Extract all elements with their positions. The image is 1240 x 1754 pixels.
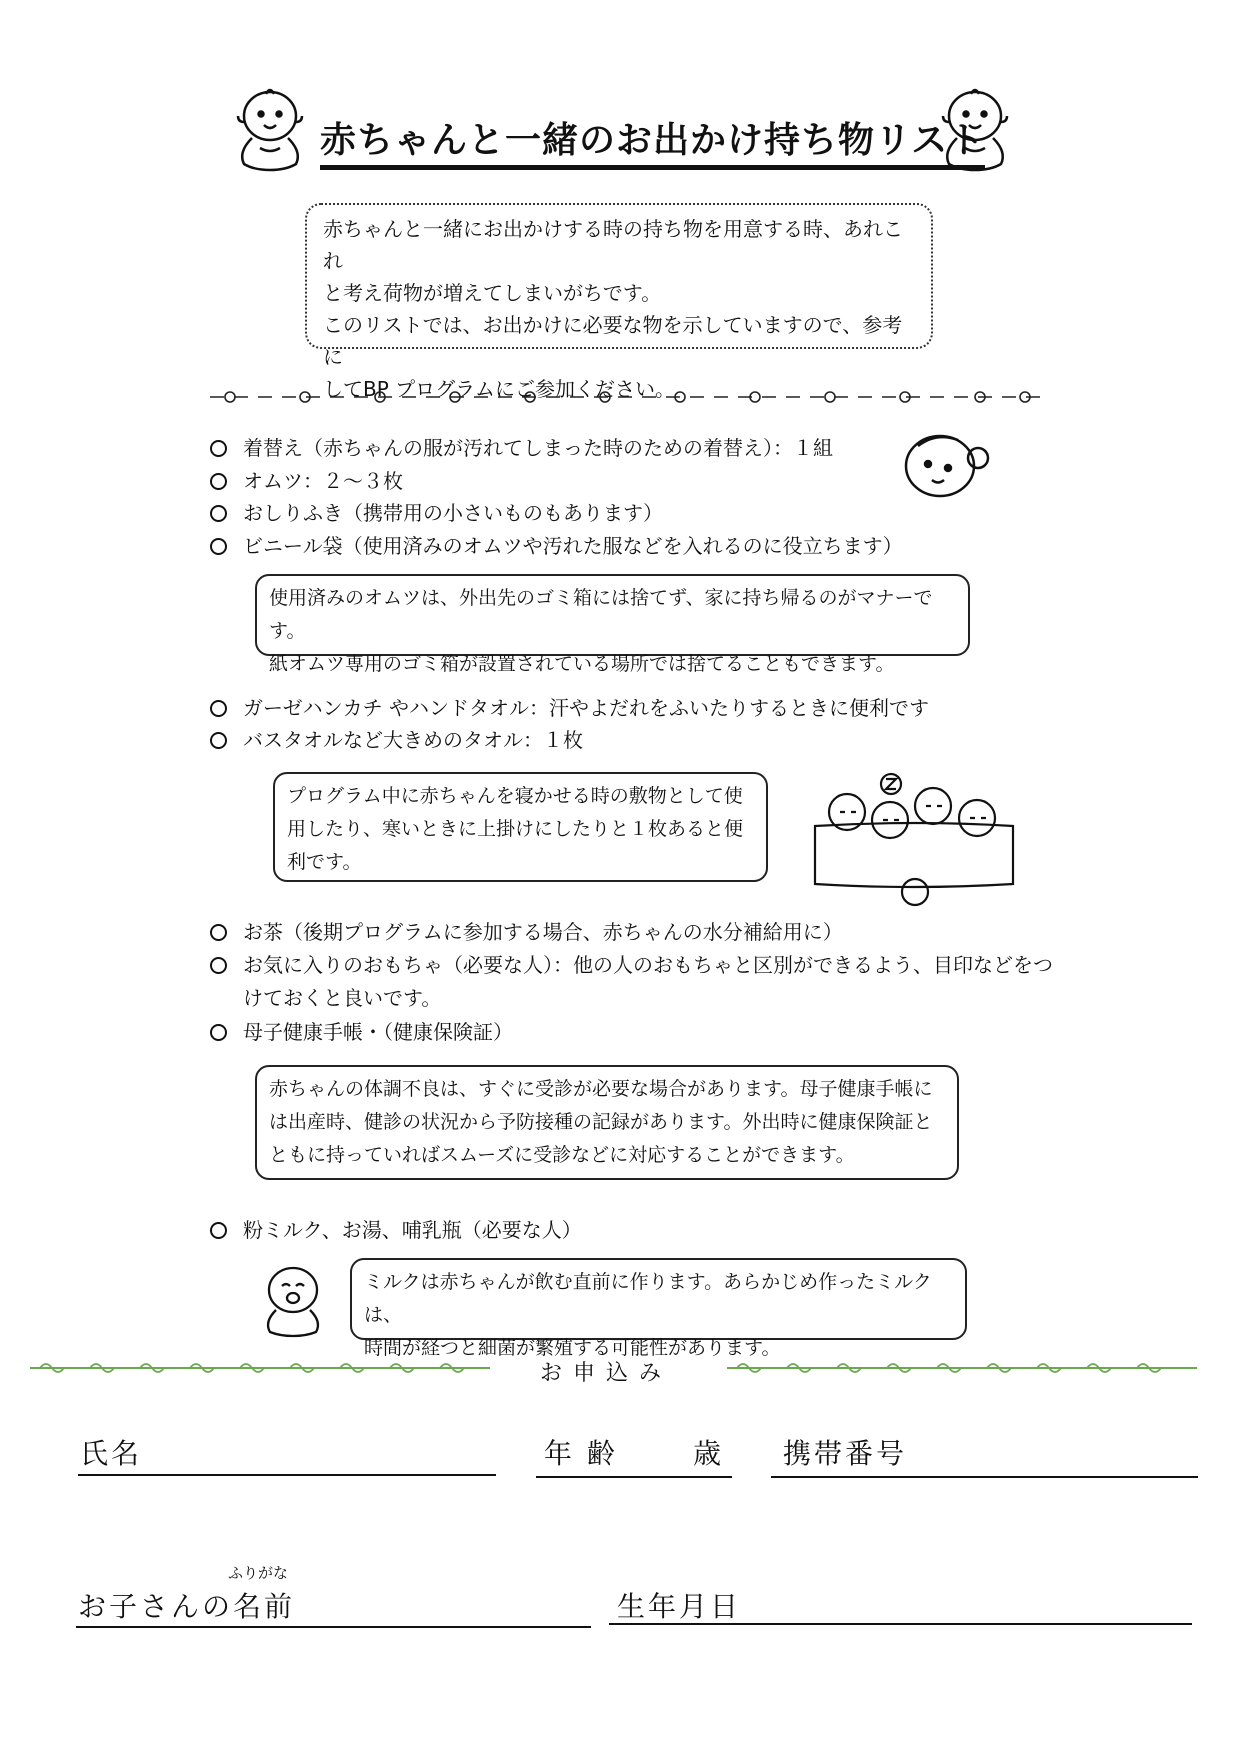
note-box-diaper	[255, 574, 970, 675]
baby-sitting-icon	[230, 84, 310, 174]
list-item-text: ビニール袋（使用済みのオムツや汚れた服などを入れるのに役立ちます）	[243, 534, 903, 558]
circle-bullet-icon	[210, 1024, 227, 1041]
list-item	[210, 465, 403, 497]
circle-bullet-icon	[210, 700, 227, 717]
list-item-text: おしりふき（携帯用の小さいものもあります）	[243, 501, 663, 525]
list-item	[210, 497, 663, 529]
list-item-text: お気に入りのおもちゃ（必要な人）：他の人のおもちゃと区別ができるよう、目印などをつ	[243, 953, 1053, 977]
note-line: 用したり、寒いときに上掛けにしたりと１枚あると便	[287, 818, 744, 840]
floral-divider-icon	[210, 385, 1040, 409]
list-item-text: オムツ：２〜３枚	[243, 469, 403, 493]
circle-bullet-icon	[210, 473, 227, 490]
circle-bullet-icon	[210, 924, 227, 941]
list-item-text: バスタオルなど大きめのタオル：１枚	[243, 728, 583, 752]
note-box-towel	[273, 772, 768, 882]
intro-box	[305, 203, 933, 401]
list-item	[210, 530, 903, 562]
list-item-text: 着替え（赤ちゃんの服が汚れてしまった時のための着替え）：１組	[243, 436, 833, 460]
age-field-line[interactable]	[536, 1476, 732, 1478]
list-item	[210, 949, 1053, 981]
note-line: 時間が経つと細菌が繁殖する可能性があります。	[364, 1337, 781, 1359]
circle-bullet-icon	[210, 505, 227, 522]
note-box-milk	[350, 1258, 967, 1359]
circle-bullet-icon	[210, 732, 227, 749]
child-name-label: お子さんの名前	[78, 1590, 296, 1623]
intro-line: と考え荷物が増えてしまいがちです。	[323, 281, 662, 305]
list-item-text: けておくと良いです。	[243, 986, 442, 1010]
intro-line: してBP プログラムにご参加ください。	[323, 377, 675, 401]
birthday-field-line[interactable]	[609, 1623, 1192, 1625]
list-item	[210, 692, 929, 724]
phone-label: 携帯番号	[783, 1437, 908, 1470]
note-line: は出産時、健診の状況から予防接種の記録があります。外出時に健康保険証と	[269, 1111, 933, 1133]
note-line: 利です。	[287, 851, 362, 873]
note-line: 紙オムツ専用のゴミ箱が設置されている場所では捨てることもできます。	[269, 653, 895, 675]
furigana-label: ふりがな	[228, 1564, 289, 1582]
list-item	[210, 724, 583, 756]
list-item-text: お茶（後期プログラムに参加する場合、赤ちゃんの水分補給用に）	[243, 920, 843, 944]
name-field-line[interactable]	[78, 1474, 496, 1476]
baby-face-icon	[898, 428, 998, 500]
note-line: ミルクは赤ちゃんが飲む直前に作ります。あらかじめ作ったミルクは、	[364, 1271, 932, 1326]
intro-line: 赤ちゃんと一緒にお出かけする時の持ち物を用意する時、あれこれ	[323, 217, 903, 273]
phone-field-line[interactable]	[771, 1476, 1198, 1478]
list-item	[210, 432, 833, 464]
note-line: ともに持っていればスムーズに受診などに対応することができます。	[269, 1144, 855, 1166]
age-unit: 歳	[693, 1437, 725, 1470]
intro-line: このリストでは、お出かけに必要な物を示していますので、参考に	[323, 313, 903, 369]
birthday-label: 生年月日	[617, 1590, 742, 1623]
list-item-text: 母子健康手帳・（健康保険証）	[243, 1020, 513, 1044]
circle-bullet-icon	[210, 440, 227, 457]
vine-divider-icon	[727, 1358, 1197, 1378]
name-label: 氏名	[80, 1437, 143, 1470]
circle-bullet-icon	[210, 538, 227, 555]
circle-bullet-icon	[210, 957, 227, 974]
page-title: 赤ちゃんと一緒のお出かけ持ち物リスト	[320, 112, 985, 170]
sleeping-babies-banner-icon	[805, 768, 1015, 912]
list-item	[210, 916, 843, 948]
note-line: 使用済みのオムツは、外出先のゴミ箱には捨てず、家に持ち帰るのがマナーです。	[269, 587, 933, 642]
note-box-handbook	[255, 1065, 959, 1180]
child-name-field-line[interactable]	[76, 1626, 591, 1628]
list-item-continuation	[243, 982, 441, 1014]
note-line: プログラム中に赤ちゃんを寝かせる時の敷物として使	[287, 785, 743, 807]
age-label: 年 齢	[544, 1437, 618, 1470]
vine-divider-icon	[30, 1358, 490, 1378]
circle-bullet-icon	[210, 1222, 227, 1239]
note-line: 赤ちゃんの体調不良は、すぐに受診が必要な場合があります。母子健康手帳に	[269, 1078, 933, 1100]
form-heading: お 申 込 み	[540, 1361, 663, 1386]
baby-crying-icon	[258, 1260, 328, 1338]
list-item-text: 粉ミルク、お湯、哺乳瓶（必要な人）	[243, 1218, 582, 1242]
list-item	[210, 1016, 513, 1048]
list-item	[210, 1214, 582, 1246]
list-item-text: ガーゼハンカチ やハンドタオル：汗やよだれをふいたりするときに便利です	[243, 696, 929, 720]
